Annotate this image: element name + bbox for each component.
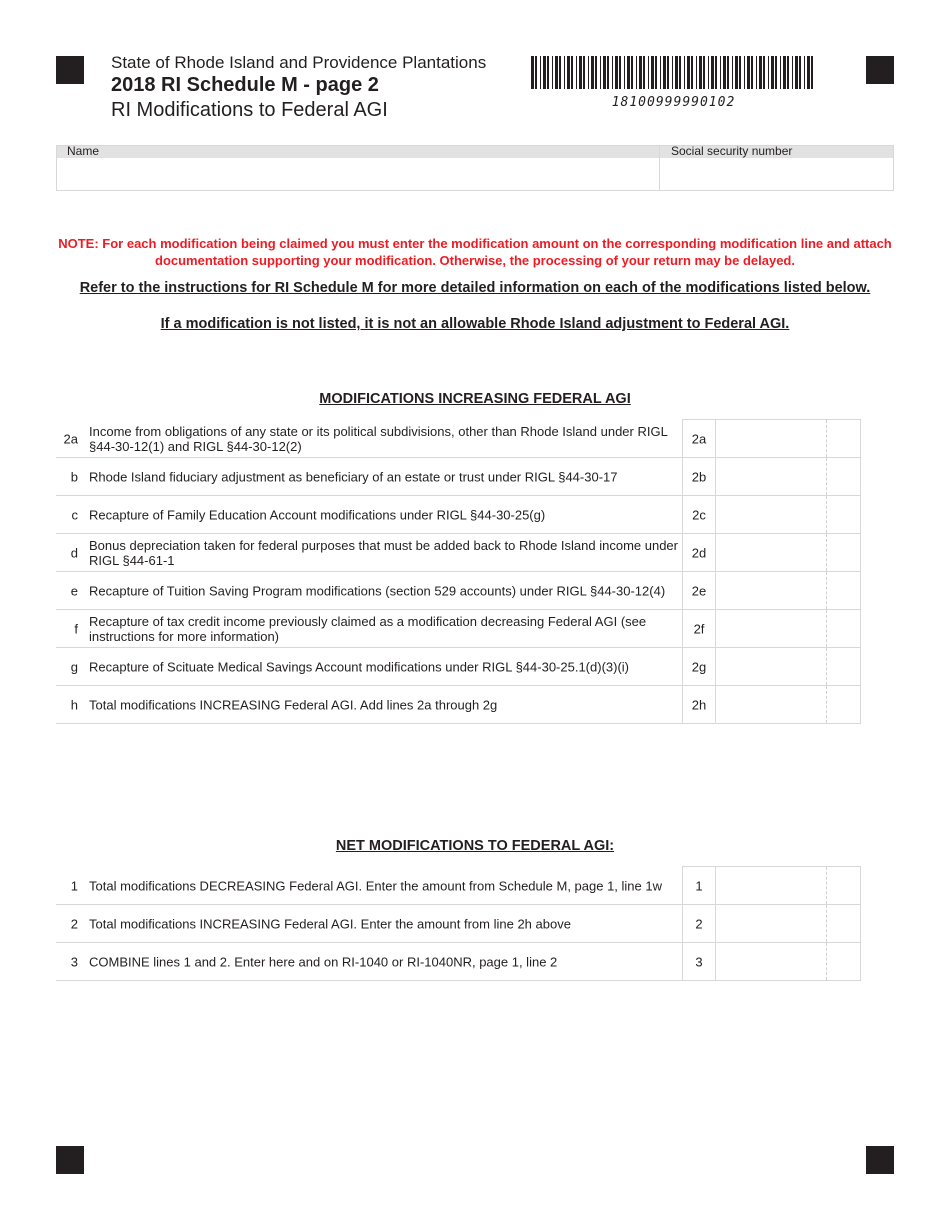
line-number: b [70,469,78,484]
increasing-modifications-table [56,419,861,724]
form-subtitle: RI Modifications to Federal AGI [111,99,388,121]
net-modifications-table [56,866,861,981]
increasing-section-title: MODIFICATIONS INCREASING FEDERAL AGI [319,391,631,407]
amount-input-2b[interactable] [716,458,861,495]
line-code-box: 2 [682,905,716,942]
line-code-box: 2b [682,458,716,495]
line-row-2c [56,496,861,534]
barcode [531,56,816,89]
refer-instructions: Refer to the instructions for RI Schedule M for more detailed information on each of the modifications listed below. [79,280,871,296]
barcode-number: 18100999990102 [611,95,736,110]
registration-mark-top-right [866,56,894,84]
amount-input-2d[interactable] [716,534,861,571]
amount-input-2a[interactable] [716,420,861,457]
registration-mark-bottom-left [56,1146,84,1174]
line-description: Rhode Island fiduciary adjustment as beneficiary of an estate or trust under RIGL §44-30-17 [89,469,618,484]
line-code-box: 3 [682,943,716,980]
line-code-box: 1 [682,867,716,904]
line-code-box: 2h [682,686,716,723]
line-number: 2 [70,916,78,931]
line-row-1 [56,867,861,905]
line-code-box: 2e [682,572,716,609]
line-description: Total modifications DECREASING Federal AGI. Enter the amount from Schedule M, page 1, line 1w [89,878,662,893]
amount-input-3[interactable] [716,943,861,980]
line-number: e [70,583,78,598]
line-description: Recapture of tax credit income previously claimed as a modification decreasing Federal AGI (see instructions for more information) [89,613,647,644]
line-row-2h [56,686,861,724]
line-number: h [70,697,78,712]
line-row-2g [56,648,861,686]
line-number: d [70,545,78,560]
line-number: 2a [63,431,78,446]
amount-input-2f[interactable] [716,610,861,647]
line-number: 1 [70,878,78,893]
ssn-input[interactable] [660,158,894,191]
net-section-title: NET MODIFICATIONS TO FEDERAL AGI: [335,838,615,854]
line-description: Recapture of Tuition Saving Program modifications (section 529 accounts) under RIGL §44-30-12(4) [89,583,666,598]
line-description: Recapture of Family Education Account modifications under RIGL §44-30-25(g) [89,507,546,522]
not-listed-notice: If a modification is not listed, it is not an allowable Rhode Island adjustment to Federal AGI. [160,316,790,332]
amount-input-2c[interactable] [716,496,861,533]
line-row-2b [56,458,861,496]
line-code-box: 2c [682,496,716,533]
line-code-box: 2g [682,648,716,685]
line-description: Income from obligations of any state or its political subdivisions, other than Rhode Island under RIGL §44-30-12(1) and RIGL §44-30-12(2) [89,423,668,454]
line-row-3 [56,943,861,981]
form-title: 2018 RI Schedule M - page 2 [111,74,379,96]
registration-mark-top-left [56,56,84,84]
amount-input-2[interactable] [716,905,861,942]
name-label: Name [67,144,100,158]
ssn-label: Social security number [671,144,793,158]
line-number: c [71,507,78,522]
amount-input-2e[interactable] [716,572,861,609]
line-number: 3 [70,954,78,969]
registration-mark-bottom-right [866,1146,894,1174]
line-row-2e [56,572,861,610]
amount-input-1[interactable] [716,867,861,904]
taxpayer-id-box [56,145,894,191]
line-code-box: 2f [682,610,716,647]
amount-input-2h[interactable] [716,686,861,723]
state-name: State of Rhode Island and Providence Plantations [111,53,487,72]
line-row-2a [56,420,861,458]
line-description: Recapture of Scituate Medical Savings Account modifications under RIGL §44-30-25.1(d)(3)(i) [89,659,630,674]
line-description: Bonus depreciation taken for federal purposes that must be added back to Rhode Island income under RIGL §44-61-1 [89,537,678,568]
note-text: NOTE: For each modification being claimed you must enter the modification amount on the corresponding modification line and attach documentation supporting your modification. Otherwise, the processing of your return may be delayed. [58,236,892,268]
name-input[interactable] [57,158,659,191]
line-number: g [70,659,78,674]
line-code-box: 2a [682,420,716,457]
line-description: Total modifications INCREASING Federal AGI. Add lines 2a through 2g [89,697,498,712]
line-description: COMBINE lines 1 and 2. Enter here and on RI-1040 or RI-1040NR, page 1, line 2 [89,954,558,969]
line-row-2 [56,905,861,943]
line-code-box: 2d [682,534,716,571]
line-row-2d [56,534,861,572]
amount-input-2g[interactable] [716,648,861,685]
line-number: f [74,621,78,636]
line-description: Total modifications INCREASING Federal AGI. Enter the amount from line 2h above [89,916,571,931]
line-row-2f [56,610,861,648]
